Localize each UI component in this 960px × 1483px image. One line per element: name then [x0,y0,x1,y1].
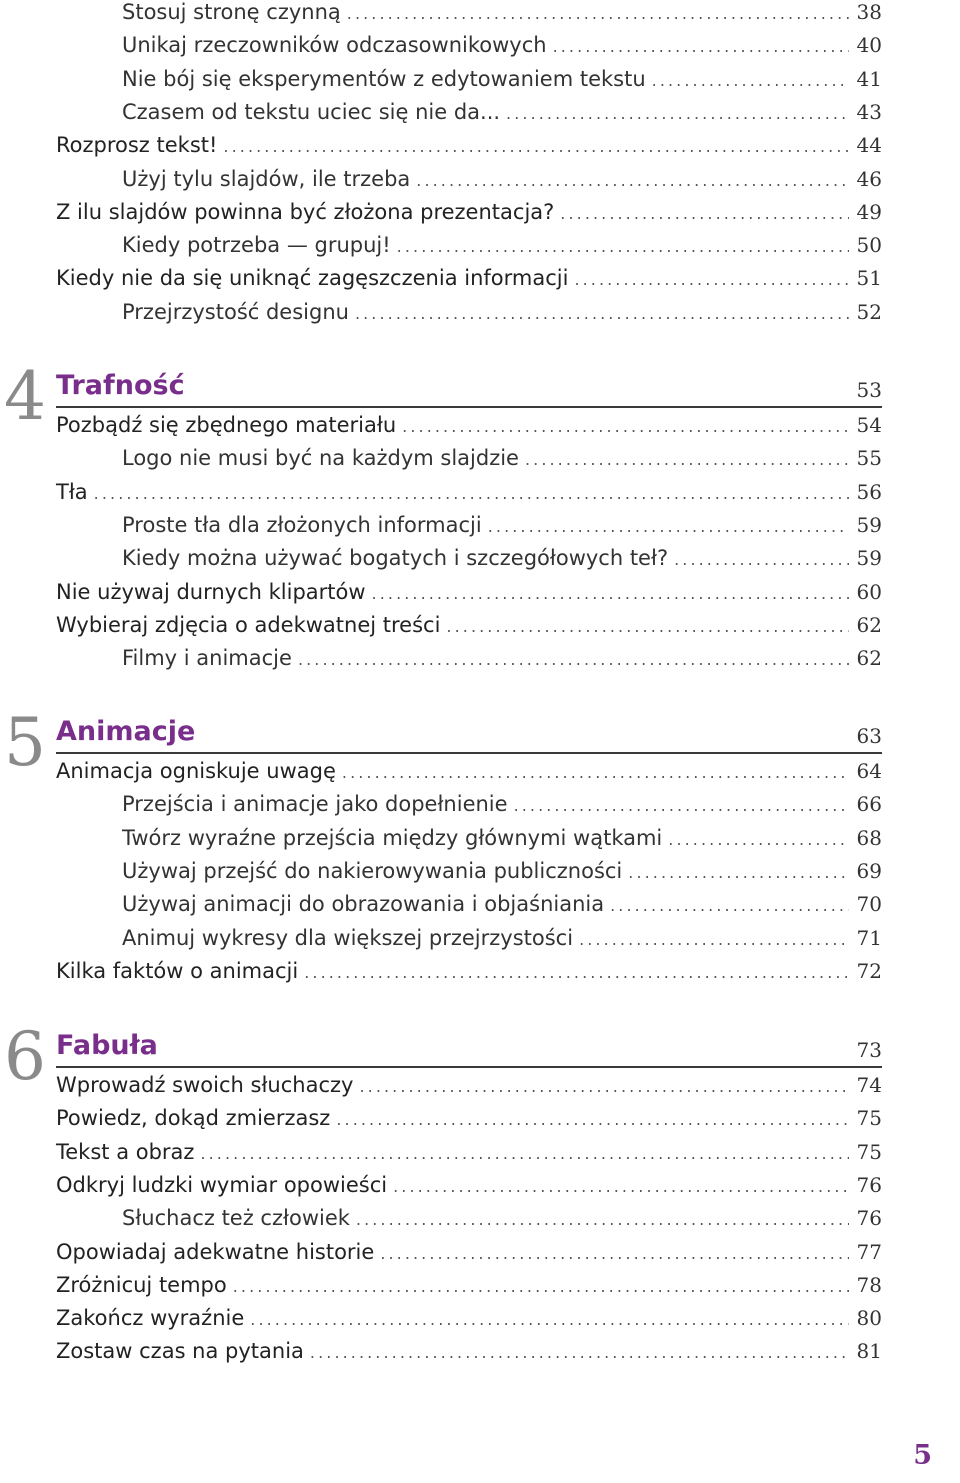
dot-leader [372,578,849,610]
toc-entry-page: 55 [856,446,882,471]
toc-subentry [122,163,882,195]
dot-leader [355,298,849,330]
toc-entry-page: 62 [856,646,882,671]
toc-subentry [122,63,882,95]
toc-subentry [122,229,882,261]
dot-leader [380,1238,848,1270]
toc-entry-title: Przejrzystość designu [122,299,349,324]
toc-subentry [122,296,882,328]
toc-entry-title: Unikaj rzeczowników odczasownikowych [122,33,547,58]
toc-subentry [122,29,882,61]
toc-entry-title: Pozbądź się zbędnego materiału [56,413,397,437]
dot-leader [223,131,848,163]
toc-entry-title: Filmy i animacje [122,646,292,671]
toc-entry-page: 43 [856,99,882,124]
toc-entry-title: Tekst a obraz [56,1139,195,1164]
chapter-title: Animacje [56,716,196,747]
toc-entry-page: 51 [856,266,882,291]
toc-entry-page: 76 [856,1172,882,1197]
toc-entry-page: 59 [856,512,882,537]
chapter-page: 73 [856,1038,882,1062]
toc-subentry [122,1202,882,1234]
toc-entry-title: Kiedy można używać bogatych i szczegółowych teł? [122,546,669,571]
toc-entry-page: 76 [856,1206,882,1231]
dot-leader [446,611,848,643]
toc-entry [56,1335,882,1367]
toc-entry-title: Wybieraj zdjęcia o adekwatnej treści [56,612,441,637]
toc-entry [56,129,882,161]
dot-leader [668,824,848,856]
dot-leader [310,1337,849,1369]
toc-entry-page: 81 [856,1339,882,1364]
toc-entry-title: Tła [56,479,88,504]
toc-entry-page: 44 [856,133,882,158]
dot-leader [356,1204,849,1236]
toc-entry-page: 62 [856,612,882,637]
chapter-page: 53 [856,378,882,402]
toc-entry-title: Proste tła dla złożonych informacji [122,512,482,537]
toc-entry-title: Animuj wykresy dla większej przejrzystości [122,925,574,950]
chapter-title: Trafność [56,370,185,401]
toc-entry-title: Zróżnicuj tempo [56,1272,227,1297]
toc-entry-title: Kilka faktów o animacji [56,958,299,983]
toc-entry-page: 60 [856,579,882,604]
toc-entry [56,262,882,294]
toc-subentry [122,542,882,574]
toc-entry-page: 74 [856,1073,882,1097]
dot-leader [610,890,848,922]
toc-entry-title: Używaj animacji do obrazowania i objaśniania [122,892,605,917]
toc-entry-title: Wprowadź swoich słuchaczy [56,1073,354,1097]
dot-leader [579,924,848,956]
toc-entry-title: Rozprosz tekst! [56,133,218,158]
chapter-number: 4 [4,358,46,435]
toc-entry-page: 38 [856,0,882,24]
toc-entry [56,576,882,608]
toc-entry [56,1169,882,1201]
toc-entry [56,609,882,641]
chapter-title: Fabuła [56,1030,158,1061]
toc-entry-page: 64 [856,759,882,783]
dot-leader [674,544,848,576]
toc-entry-page: 56 [856,479,882,504]
dot-leader [574,264,848,296]
toc-entry [56,755,882,787]
dot-leader [514,790,849,822]
chapter-number: 5 [4,704,46,781]
toc-entry [56,1136,882,1168]
toc-entry [56,409,882,441]
toc-entry-page: 59 [856,546,882,571]
toc-entry-page: 72 [856,958,882,983]
toc-entry [56,1236,882,1268]
toc-entry-page: 40 [856,33,882,58]
toc-entry [56,1269,882,1301]
toc-entry-page: 75 [856,1139,882,1164]
dot-leader [393,1171,848,1203]
toc-entry-page: 54 [856,413,882,437]
toc-entry-title: Przejścia i animacje jako dopełnienie [122,792,508,817]
dot-leader [506,98,849,130]
toc-entry-page: 66 [856,792,882,817]
dot-leader [347,0,849,30]
toc-entry-page: 70 [856,892,882,917]
chapter-heading [56,1022,882,1068]
toc-entry-title: Kiedy potrzeba — grupuj! [122,233,391,258]
toc-entry-page: 80 [856,1306,882,1331]
toc-entry-page: 52 [856,299,882,324]
toc-entry-title: Nie używaj durnych klipartów [56,579,366,604]
toc-subentry [122,888,882,920]
dot-leader [525,444,849,476]
toc-entry-page: 49 [856,199,882,224]
toc-entry-page: 78 [856,1272,882,1297]
dot-leader [250,1304,848,1336]
toc-subentry [122,509,882,541]
dot-leader [200,1138,848,1170]
toc-entry-title: Powiedz, dokąd zmierzasz [56,1106,331,1131]
toc-subentry [122,855,882,887]
toc-entry-title: Kiedy nie da się uniknąć zagęszczenia informacji [56,266,569,291]
chapter-number: 6 [4,1018,46,1095]
toc-entry-page: 69 [856,858,882,883]
dot-leader [298,644,849,676]
toc-entry-page: 68 [856,825,882,850]
chapter-heading [56,708,882,754]
toc-subentry [122,642,882,674]
dot-leader [553,31,849,63]
toc-entry-title: Twórz wyraźne przejścia między głównymi wątkami [122,825,663,850]
page-number: 5 [913,1440,932,1471]
dot-leader [560,198,848,230]
toc-entry-title: Użyj tylu slajdów, ile trzeba [122,166,411,191]
toc-entry-title: Zostaw czas na pytania [56,1339,304,1364]
dot-leader [336,1104,848,1136]
toc-subentry [122,442,882,474]
toc-entry [56,476,882,508]
toc-subentry [122,922,882,954]
toc-entry-page: 41 [856,66,882,91]
toc-subentry [122,96,882,128]
toc-entry-title: Logo nie musi być na każdym slajdzie [122,446,519,471]
toc-entry-title: Nie bój się eksperymentów z edytowaniem tekstu [122,66,646,91]
dot-leader [628,857,848,889]
dot-leader [342,757,849,789]
toc-entry [56,1069,882,1101]
toc-entry-title: Stosuj stronę czynną [122,0,341,24]
dot-leader [488,511,849,543]
chapter-heading [56,362,882,408]
toc-entry-page: 50 [856,233,882,258]
dot-leader [359,1071,848,1103]
toc-entry-title: Używaj przejść do nakierowywania publiczności [122,858,623,883]
toc-entry-title: Odkryj ludzki wymiar opowieści [56,1172,388,1197]
toc-entry-title: Opowiadaj adekwatne historie [56,1239,375,1264]
toc-entry-page: 71 [856,925,882,950]
chapter-page: 63 [856,724,882,748]
dot-leader [94,478,849,510]
toc-entry-page: 75 [856,1106,882,1131]
toc-entry [56,1302,882,1334]
toc-entry-title: Czasem od tekstu uciec się nie da... [122,99,501,124]
toc-entry-page: 77 [856,1239,882,1264]
dot-leader [233,1271,849,1303]
toc-entry [56,955,882,987]
toc-entry-title: Z ilu slajdów powinna być złożona prezentacja? [56,199,555,224]
dot-leader [402,411,848,443]
toc-entry-title: Animacja ogniskuje uwagę [56,759,336,783]
toc-subentry [122,0,882,28]
toc-entry-title: Zakończ wyraźnie [56,1306,245,1331]
toc-subentry [122,822,882,854]
toc-entry [56,196,882,228]
dot-leader [652,65,849,97]
toc-entry-title: Słuchacz też człowiek [122,1206,350,1231]
toc-entry [56,1102,882,1134]
dot-leader [397,231,849,263]
toc-subentry [122,788,882,820]
toc-entry-page: 46 [856,166,882,191]
dot-leader [416,165,848,197]
dot-leader [304,957,848,989]
